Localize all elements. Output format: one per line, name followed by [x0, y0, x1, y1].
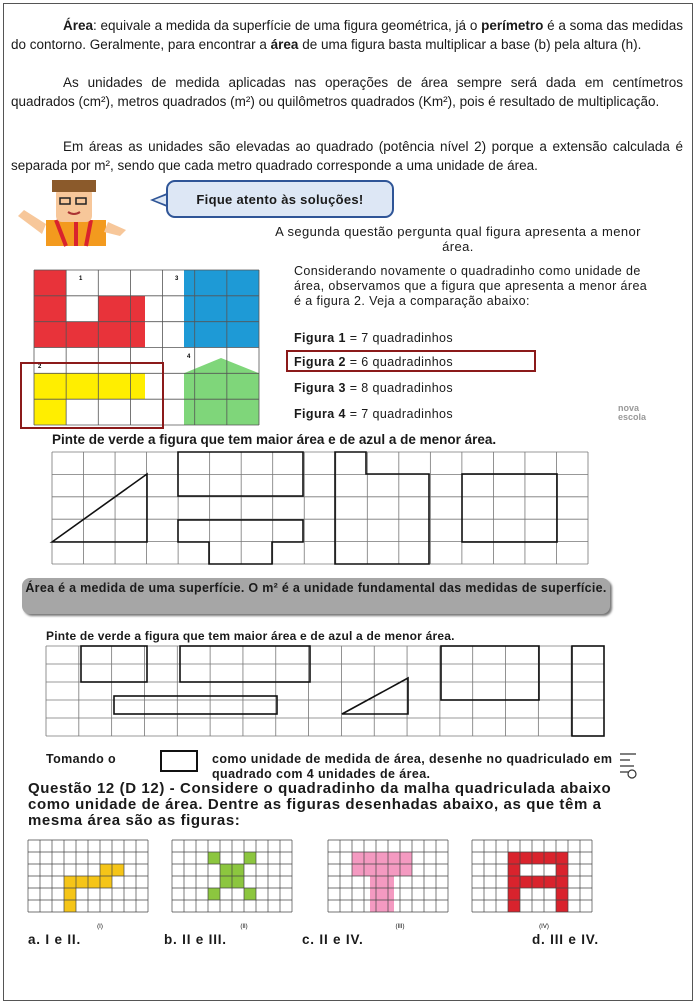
unit-square-icon [160, 750, 198, 772]
ex1-triangle [52, 474, 147, 542]
tip-question: A segunda questão pergunta qual figura apresenta a menor área. [275, 224, 641, 254]
ex1-step-shape [335, 452, 429, 564]
figure-label-IV: (IV) [539, 924, 549, 930]
figure-label-I: (I) [97, 924, 103, 930]
ex2-tall-rect [441, 646, 539, 700]
exercise-1-grid [52, 452, 612, 564]
figure-3-blue [184, 270, 259, 347]
teacher-illustration [16, 180, 136, 246]
figure-III [352, 852, 412, 912]
figure-3-row: Figura 3 = 8 quadradinhos [294, 381, 454, 395]
exercise-2-instruction: Pinte de verde a figura que tem maior área e de azul a de menor área. [46, 629, 455, 643]
tip-bubble: Fique atento às soluções! [166, 180, 394, 218]
intro-paragraph-2: As unidades de medida aplicadas nas operações de área sempre será dada em centímetros quadrados (cm²), metros quadrados (m²) ou quilômetros quadrados (Km²), pois é resultado de multiplicação. [11, 75, 683, 109]
ex2-narrow-rect [572, 646, 604, 736]
ex1-rectangle [462, 474, 557, 542]
figure-IV [508, 852, 568, 912]
option-b[interactable]: b. II e III. [164, 932, 227, 947]
intro-paragraph-3: Em áreas as unidades são elevadas ao quadrado (potência nível 2) porque a extensão calculada é separada por m², sendo que cada metro quadrado corresponde a uma unidade de área. [11, 139, 683, 173]
exercise-2-grid [46, 646, 606, 736]
figure-4-green [184, 358, 259, 425]
figure-4-row: Figura 4 = 7 quadradinhos [294, 407, 454, 421]
option-d[interactable]: d. III e IV. [532, 932, 599, 947]
draw-task-part1: Tomando o [46, 752, 117, 766]
exercise-1-instruction: Pinte de verde a figura que tem maior área e de azul a de menor área. [52, 432, 497, 447]
figure-2-row: Figura 2 = 6 quadradinhos [294, 355, 454, 369]
example-explanation: Considerando novamente o quadradinho como unidade de área, observamos que a figura que apresenta a menor área é a figura 2. Veja a comparação abaixo: [294, 264, 648, 308]
grid-number-2: 2 [38, 364, 42, 370]
option-a[interactable]: a. I e II. [28, 932, 82, 947]
option-c[interactable]: c. II e IV. [302, 932, 364, 947]
ex2-triangle [342, 678, 408, 714]
question-12-title: Questão 12 (D 12) - Considere o quadradinho da malha quadriculada abaixo como unidade de área. Dentre as figuras desenhadas abaixo, as que têm a mesma área são as figuras: [28, 780, 612, 829]
figure-label-III: (III) [395, 924, 405, 930]
figure-1-row: Figura 1 = 7 quadradinhos [294, 331, 454, 345]
question-12-figures [28, 840, 668, 930]
ruler-icon [616, 752, 640, 780]
area-definition-banner: Área é a medida de uma superfície. O m² é a unidade fundamental das medidas de superfície. [22, 578, 610, 614]
ex2-flat-rect [114, 696, 277, 714]
draw-task-part2: como unidade de medida de área, desenhe no quadriculado em quadrado com 4 unidades de área. [212, 752, 613, 781]
watermark: nova escola [618, 403, 647, 422]
figure-2-highlight-box [20, 362, 164, 429]
intro-paragraph-1: Área: equivale a medida da superfície de uma figura geométrica, já o perímetro é a soma das medidas do contorno. Geralmente, para encontrar a área de uma figura basta multiplicar a base (b) pela altura (h). [11, 18, 683, 52]
grid-number-3: 3 [175, 276, 179, 282]
figure-label-II: (II) [240, 924, 248, 930]
grid-number-4: 4 [187, 354, 191, 360]
grid-number-1: 1 [79, 276, 83, 282]
